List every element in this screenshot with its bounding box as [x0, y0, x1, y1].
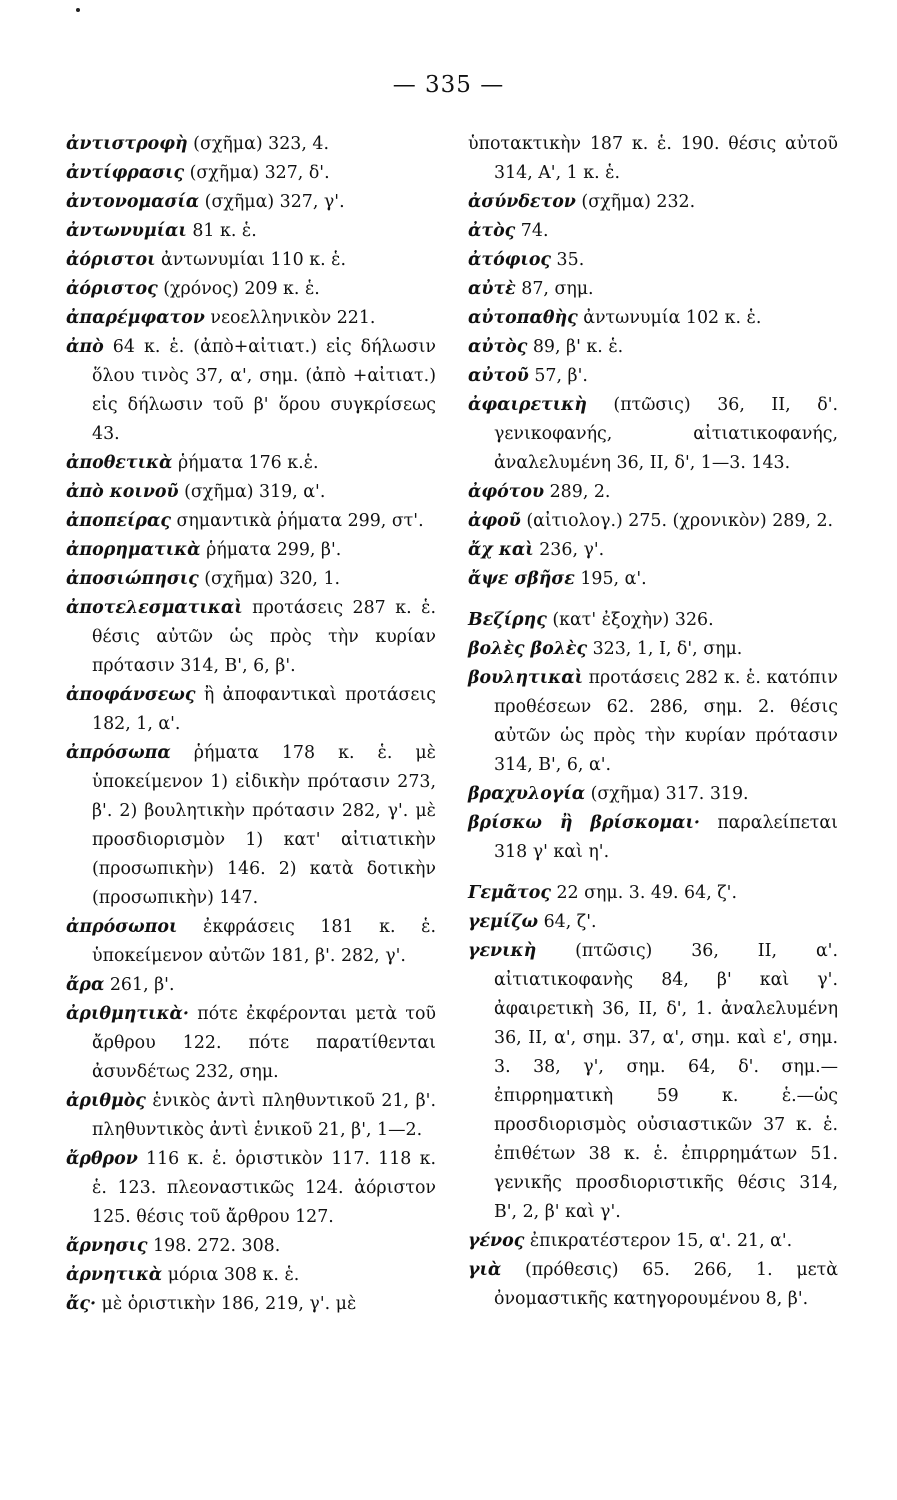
entry-references: ῥήματα 176 κ.ἑ. [172, 453, 319, 473]
index-entry [66, 1290, 436, 1319]
index-entry [66, 1000, 436, 1087]
entry-references: (κατ' ἐξοχὴν) 326. [546, 610, 714, 630]
index-entry [468, 536, 838, 565]
entry-headword: ἄψε σβῆσε [468, 569, 575, 589]
entry-references: (χρόνος) 209 κ. ἑ. [157, 279, 320, 299]
index-entry [468, 217, 838, 246]
index-entry [66, 188, 436, 217]
entry-references: μὲ ὁριστικὴν 186, 219, γ'. μὲ [96, 1294, 357, 1314]
entry-references: 236, γ'. [533, 540, 605, 560]
entry-references: νεοελληνικὸν 221. [204, 308, 376, 328]
index-entry [468, 507, 838, 536]
entry-headword: ἀποθετικὰ [66, 453, 173, 473]
index-entry [468, 130, 838, 188]
entry-references: 64 κ. ἑ. (ἀπὸ+αἰτιατ.) εἰς δήλωσιν ὅλου τινὸς 37, α', σημ. (ἀπὸ +αἰτιατ.) εἰς δήλωσιν τοῦ β' ὅρου συγκρίσεως 43. [92, 337, 436, 444]
entry-headword: βουλητικαὶ [468, 668, 584, 688]
index-entry [66, 739, 436, 913]
index-entry [66, 971, 436, 1000]
entry-references: (πτῶσις) 36, II, α'. αἰτιατικοφανὴς 84, β' καὶ γ'. ἀφαιρετικὴ 36, II, δ', 1. ἀναλελυμένη 36, II, α', σημ. 37, α', σημ. καὶ ε', σημ. 3. 38, γ', σημ. 64, δ'. σημ.—ἐπιρρηματικὴ 59 κ. ἑ.—ὡς προσδιορισμὸς οὐσιαστικῶν 37 κ. ἑ. ἐπιθέτων 38 κ. ἑ. ἐπιρρημάτων 51. γενικῆς προσδιοριστικῆς θέσις 314, Β', 2, β' καὶ γ'. [494, 941, 838, 1222]
entry-headword: ἀσύνδετον [468, 192, 576, 212]
entry-headword: βολὲς βολὲς [468, 639, 588, 659]
entry-references: πότε ἐκφέρονται μετὰ τοῦ ἄρθρου 122. πότε παρατίθενται ἀσυνδέτως 232, σημ. [92, 1004, 436, 1082]
index-column-left [66, 130, 436, 1319]
entry-headword: γιὰ [468, 1260, 502, 1280]
entry-headword: Γεμᾶτος [468, 883, 551, 903]
entry-references: 22 σημ. 3. 49. 64, ζ'. [550, 883, 737, 903]
entry-headword: ἀντονομασία [66, 192, 200, 212]
entry-references: (σχῆμα) 319, α'. [178, 482, 326, 502]
entry-references: ἐπικρατέστερον 15, α'. 21, α'. [524, 1231, 793, 1251]
entry-headword: βραχυλογία [468, 784, 586, 804]
index-entry [468, 635, 838, 664]
entry-references: προτάσεις 287 κ. ἑ. θέσις αὐτῶν ὡς πρὸς τὴν κυρίαν πρότασιν 314, Β', 6, β'. [92, 598, 436, 676]
entry-headword: ἀρνητικὰ [66, 1265, 163, 1285]
entry-references: ῥήματα 178 κ. ἑ. μὲ ὑποκείμενον 1) εἰδικὴν πρότασιν 273, β'. 2) βουλητικὴν πρότασιν 282, γ'. μὲ προσδιορισμὸν 1) κατ' αἰτιατικὴν (προσωπικὴν) 146. 2) κατὰ δοτικὴν (προσωπικὴν) 147. [92, 743, 436, 908]
index-entry [66, 246, 436, 275]
index-entry [468, 275, 838, 304]
entry-headword: βρίσκω ἢ βρίσκομαι· [468, 813, 700, 833]
entry-headword: ἄρα [66, 975, 105, 995]
index-entry [468, 1256, 838, 1314]
entry-headword: ἀποσιώπησις [66, 569, 199, 589]
entry-headword: ἀντιστροφὴ [66, 134, 188, 154]
entry-headword: ἀφοῦ [468, 511, 521, 531]
index-entry [468, 664, 838, 780]
entry-headword: γενικὴ [468, 941, 537, 961]
entry-references: 57, β'. [528, 366, 588, 386]
index-entry [468, 304, 838, 333]
index-entry [66, 159, 436, 188]
entry-references: ἀντωνυμία 102 κ. ἑ. [577, 308, 762, 328]
entry-headword: ἀπορηματικὰ [66, 540, 201, 560]
index-entry [66, 565, 436, 594]
entry-headword: ἀπὸ κοινοῦ [66, 482, 179, 502]
entry-references: προτάσεις 282 κ. ἑ. κατόπιν προθέσεων 62. 286, σημ. 2. θέσις αὐτῶν ὡς πρὸς τὴν κυρίαν πρότασιν 314, Β', 6, α'. [494, 668, 838, 775]
index-entry [66, 1087, 436, 1145]
entry-references: ἢ ἀποφαντικαὶ προτάσεις 182, 1, α'. [92, 685, 436, 734]
entry-headword: ἀπαρέμφατον [66, 308, 205, 328]
entry-headword: ἀπρόσωποι [66, 917, 178, 937]
index-entry [66, 1145, 436, 1232]
entry-references: 323, 1, I, δ', σημ. [587, 639, 743, 659]
entry-headword: ἀποπείρας [66, 511, 171, 531]
entry-headword: γεμίζω [468, 912, 539, 932]
index-entry [468, 879, 838, 908]
index-entry [468, 362, 838, 391]
entry-references: 87, σημ. [515, 279, 594, 299]
entry-headword: ἀφότου [468, 482, 545, 502]
entry-references: (σχῆμα) 232. [575, 192, 696, 212]
index-entry [66, 333, 436, 449]
entry-references: (πρόθεσις) 65. 266, 1. μετὰ ὀνομαστικῆς κατηγορουμένου 8, β'. [494, 1260, 838, 1309]
entry-headword: ἄχ καὶ [468, 540, 534, 560]
entry-headword: ἀτόφιος [468, 250, 552, 270]
index-entry [468, 391, 838, 478]
entry-headword: Βεζίρης [468, 610, 547, 630]
index-entry [468, 809, 838, 867]
entry-references: (σχῆμα) 323, 4. [187, 134, 329, 154]
entry-headword: ἀριθμὸς [66, 1091, 146, 1111]
index-entry [66, 594, 436, 681]
index-entry [468, 780, 838, 809]
entry-headword: ἀφαιρετικὴ [468, 395, 587, 415]
entry-headword: αὐτὲ [468, 279, 516, 299]
entry-references: 198. 272. 308. [147, 1236, 281, 1256]
index-entry [468, 606, 838, 635]
index-entry [468, 937, 838, 1227]
stray-mark [76, 8, 80, 12]
entry-references: 261, β'. [104, 975, 175, 995]
index-entry [66, 217, 436, 246]
page-number: — 335 — [392, 72, 505, 98]
entry-headword: ἀόριστοι [66, 250, 156, 270]
index-entry [66, 536, 436, 565]
index-entry [66, 1261, 436, 1290]
index-entry [468, 565, 838, 594]
entry-references: 195, α'. [574, 569, 647, 589]
index-entry [66, 275, 436, 304]
index-entry [66, 449, 436, 478]
entry-references: 116 κ. ἑ. ὁριστικὸν 117. 118 κ. ἑ. 123. πλεοναστικῶς 124. ἀόριστον 125. θέσις τοῦ ἄρθρου 127. [92, 1149, 436, 1227]
index-entry [468, 188, 838, 217]
entry-references: (σχῆμα) 320, 1. [198, 569, 341, 589]
entry-headword: ἀντίφρασις [66, 163, 185, 183]
entry-references: (αἰτιολογ.) 275. (χρονικὸν) 289, 2. [520, 511, 834, 531]
entry-references: (σχῆμα) 317. 319. [585, 784, 749, 804]
index-entry [66, 1232, 436, 1261]
entry-references: παραλείπεται 318 γ' καὶ η'. [494, 813, 838, 862]
entry-headword: αὐτὸς [468, 337, 528, 357]
index-entry [468, 478, 838, 507]
index-entry [66, 304, 436, 333]
entry-headword: ἀπρόσωπα [66, 743, 171, 763]
entry-headword: ἄς· [66, 1294, 97, 1314]
entry-references: ἀντωνυμίαι 110 κ. ἑ. [155, 250, 347, 270]
entry-headword: ἀτὸς [468, 221, 516, 241]
index-entry [468, 1227, 838, 1256]
entry-headword: ἀποφάνσεως [66, 685, 196, 705]
entry-headword: ἀποτελεσματικαὶ [66, 598, 243, 618]
entry-headword: ἄρθρον [66, 1149, 138, 1169]
entry-references: 81 κ. ἑ. [186, 221, 257, 241]
entry-references: ῥήματα 299, β'. [200, 540, 342, 560]
entry-references: μόρια 308 κ. ἑ. [162, 1265, 300, 1285]
entry-references: ἑνικὸς ἀντὶ πληθυντικοῦ 21, β'. πληθυντικὸς ἀντὶ ἑνικοῦ 21, β', 1—2. [92, 1091, 436, 1140]
entry-references: (σχῆμα) 327, δ'. [184, 163, 330, 183]
index-entry [66, 681, 436, 739]
entry-headword: αὐτοπαθὴς [468, 308, 578, 328]
entry-references: ὑποτακτικὴν 187 κ. ἑ. 190. θέσις αὐτοῦ 314, Α', 1 κ. ἑ. [468, 134, 838, 183]
entry-references: ἐκφράσεις 181 κ. ἑ. ὑποκείμενον αὐτῶν 181, β'. 282, γ'. [92, 917, 436, 966]
entry-references: 64, ζ'. [538, 912, 597, 932]
index-entry [468, 333, 838, 362]
index-column-right [468, 130, 838, 1314]
entry-references: σημαντικὰ ῥήματα 299, στ'. [170, 511, 424, 531]
index-entry [66, 478, 436, 507]
entry-references: (σχῆμα) 327, γ'. [199, 192, 345, 212]
entry-references: (πτῶσις) 36, II, δ'. γενικοφανής, αἰτιατικοφανής, ἀναλελυμένη 36, II, δ', 1—3. 143. [494, 395, 838, 473]
entry-headword: ἀριθμητικὰ· [66, 1004, 189, 1024]
entry-headword: ἀντωνυμίαι [66, 221, 187, 241]
entry-headword: αὐτοῦ [468, 366, 529, 386]
entry-headword: γένος [468, 1231, 525, 1251]
entry-references: 289, 2. [544, 482, 611, 502]
entry-references: 35. [551, 250, 585, 270]
index-entry [468, 246, 838, 275]
entry-headword: ἀπὸ [66, 337, 104, 357]
index-entry [468, 908, 838, 937]
entry-references: 74. [515, 221, 549, 241]
index-entry [66, 130, 436, 159]
entry-headword: ἀόριστος [66, 279, 158, 299]
entry-references: 89, β' κ. ἑ. [527, 337, 624, 357]
entry-headword: ἄρνησις [66, 1236, 148, 1256]
index-entry [66, 913, 436, 971]
index-entry [66, 507, 436, 536]
